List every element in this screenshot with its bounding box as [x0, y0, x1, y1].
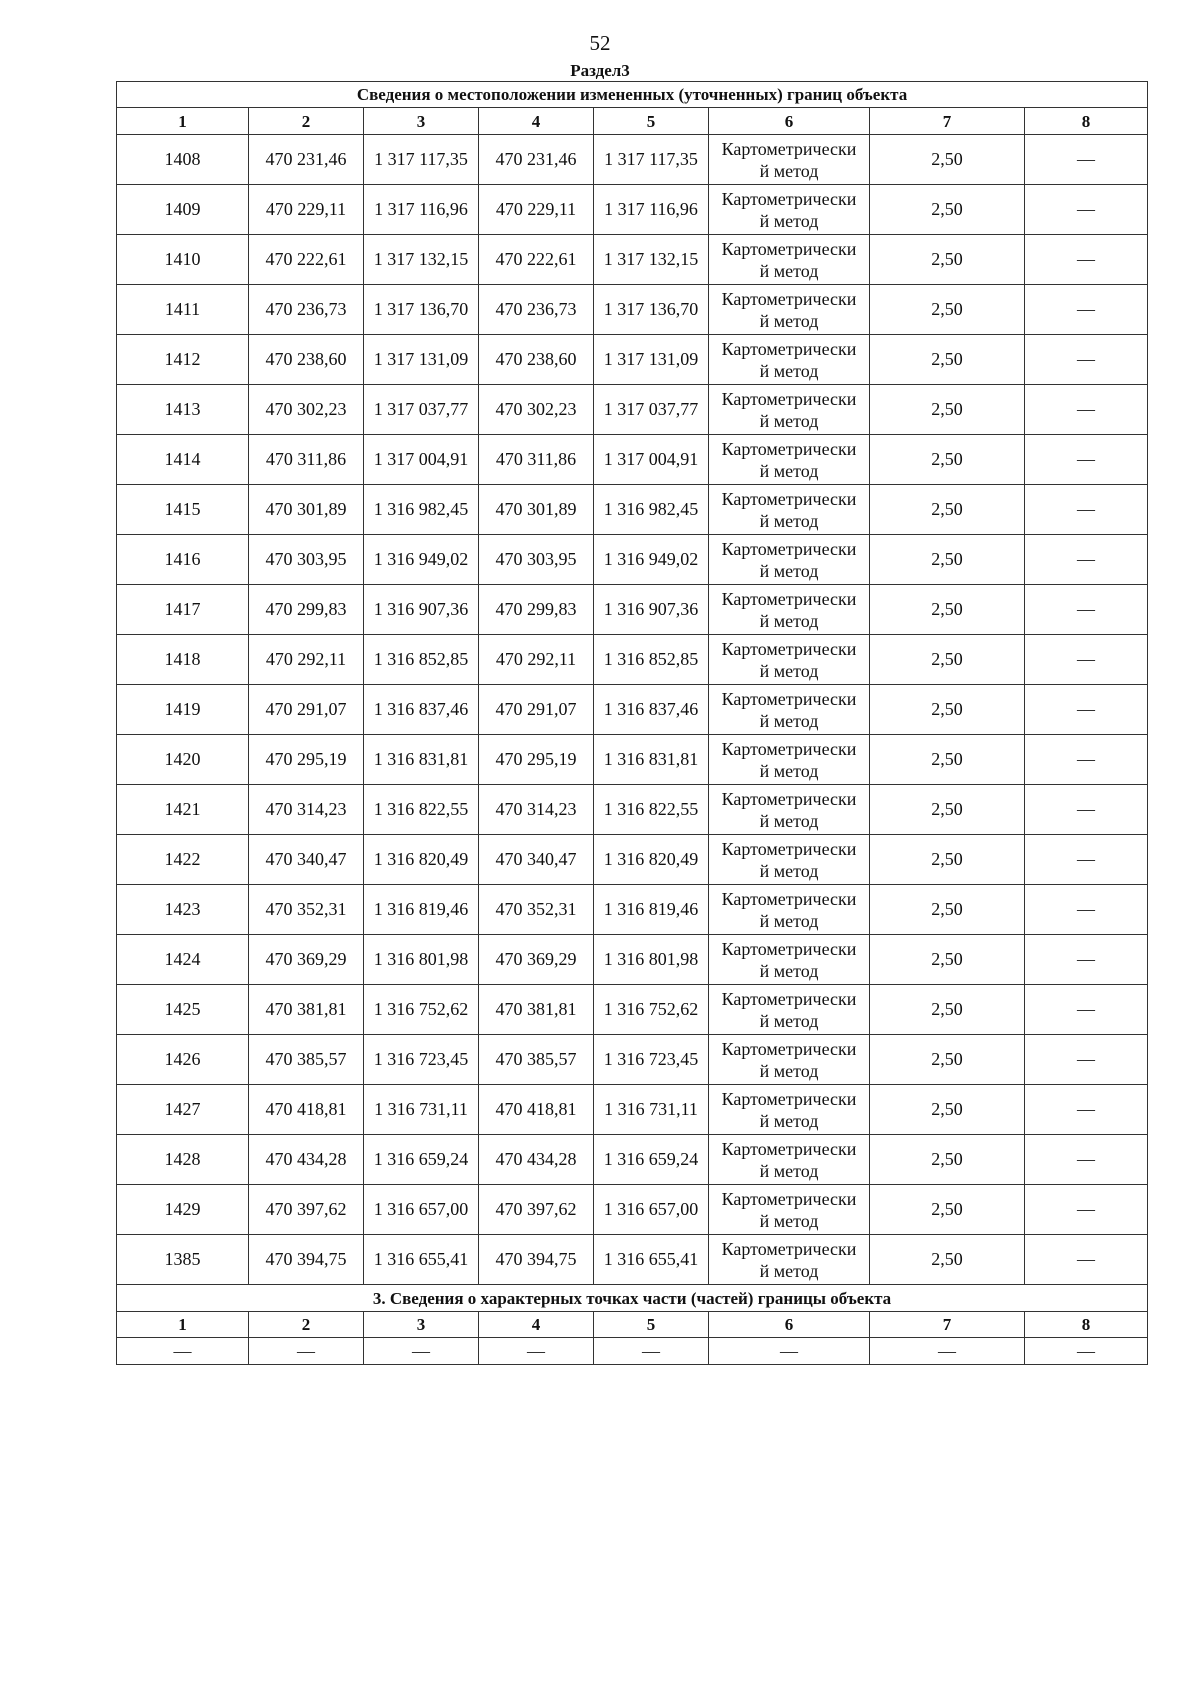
table-title-row [117, 82, 1148, 108]
y-old-cell: 1 317 117,35 [364, 135, 479, 185]
accuracy-cell: 2,50 [870, 1185, 1025, 1235]
x-new-cell: 470 236,73 [479, 285, 594, 335]
y-new-cell: 1 316 723,45 [594, 1035, 709, 1085]
method-text-line-1: Картометрически [721, 138, 857, 159]
y-old-cell: 1 317 136,70 [364, 285, 479, 335]
table-row [117, 135, 1148, 185]
point-number-cell: 1385 [117, 1235, 249, 1285]
accuracy-cell: 2,50 [870, 685, 1025, 735]
description-cell: — [1025, 1035, 1148, 1085]
method-cell [709, 735, 870, 785]
parts-table-title: 3. Сведения о характерных точках части (частей) границы объекта [117, 1285, 1148, 1312]
accuracy-cell: 2,50 [870, 1235, 1025, 1285]
column-header: 8 [1025, 108, 1148, 135]
y-old-cell: 1 316 659,24 [364, 1135, 479, 1185]
x-old-cell: 470 397,62 [249, 1185, 364, 1235]
accuracy-cell: 2,50 [870, 985, 1025, 1035]
accuracy-cell: 2,50 [870, 635, 1025, 685]
method-cell [709, 435, 870, 485]
method-text-line-1: Картометрически [721, 938, 857, 959]
x-new-cell: 470 292,11 [479, 635, 594, 685]
x-old-cell: 470 301,89 [249, 485, 364, 535]
y-old-cell: 1 316 822,55 [364, 785, 479, 835]
column-header: 5 [594, 1312, 709, 1338]
y-new-cell: 1 316 949,02 [594, 535, 709, 585]
method-text-line-1: Картометрически [721, 738, 857, 759]
x-new-cell: 470 303,95 [479, 535, 594, 585]
description-cell: — [1025, 1185, 1148, 1235]
table-row [117, 835, 1148, 885]
point-number-cell: 1427 [117, 1085, 249, 1135]
point-number-cell: 1410 [117, 235, 249, 285]
page-number: 52 [589, 31, 611, 55]
accuracy-cell: 2,50 [870, 235, 1025, 285]
parts-table-title-row [117, 1285, 1148, 1312]
method-text-line-1: Картометрически [721, 1138, 857, 1159]
method-text-line-2: й метод [759, 1110, 819, 1131]
x-new-cell: 470 418,81 [479, 1085, 594, 1135]
accuracy-cell: 2,50 [870, 435, 1025, 485]
y-new-cell: 1 316 820,49 [594, 835, 709, 885]
description-cell: — [1025, 485, 1148, 535]
method-text-line-1: Картометрически [721, 238, 857, 259]
table-row [117, 685, 1148, 735]
column-header: 3 [364, 108, 479, 135]
method-text-line-1: Картометрически [721, 538, 857, 559]
x-old-cell: 470 340,47 [249, 835, 364, 885]
method-cell [709, 185, 870, 235]
description-cell: — [1025, 185, 1148, 235]
y-old-cell: 1 316 731,11 [364, 1085, 479, 1135]
accuracy-cell: 2,50 [870, 785, 1025, 835]
accuracy-cell: 2,50 [870, 1035, 1025, 1085]
x-old-cell: 470 291,07 [249, 685, 364, 735]
x-old-cell: 470 231,46 [249, 135, 364, 185]
column-header: 2 [249, 108, 364, 135]
y-new-cell: 1 316 982,45 [594, 485, 709, 535]
y-old-cell: 1 316 837,46 [364, 685, 479, 735]
y-new-cell: 1 316 907,36 [594, 585, 709, 635]
x-new-cell: 470 302,23 [479, 385, 594, 435]
method-cell [709, 535, 870, 585]
table-row [117, 585, 1148, 635]
column-header: 8 [1025, 1312, 1148, 1338]
accuracy-cell: 2,50 [870, 185, 1025, 235]
method-text-line-1: Картометрически [721, 288, 857, 309]
y-new-cell: 1 317 132,15 [594, 235, 709, 285]
method-cell [709, 1085, 870, 1135]
accuracy-cell: 2,50 [870, 335, 1025, 385]
x-old-cell: 470 314,23 [249, 785, 364, 835]
empty-cell: — [1025, 1338, 1148, 1365]
method-text-line-1: Картометрически [721, 688, 857, 709]
method-text-line-2: й метод [759, 1260, 819, 1281]
table-row [117, 785, 1148, 835]
x-new-cell: 470 222,61 [479, 235, 594, 285]
column-header: 2 [249, 1312, 364, 1338]
y-new-cell: 1 316 837,46 [594, 685, 709, 735]
point-number-cell: 1420 [117, 735, 249, 785]
table-row [117, 1235, 1148, 1285]
accuracy-cell: 2,50 [870, 885, 1025, 935]
table-row [117, 735, 1148, 785]
x-old-cell: 470 222,61 [249, 235, 364, 285]
description-cell: — [1025, 1235, 1148, 1285]
column-header: 1 [117, 108, 249, 135]
x-new-cell: 470 314,23 [479, 785, 594, 835]
accuracy-cell: 2,50 [870, 935, 1025, 985]
coordinates-table [116, 81, 1148, 1365]
y-old-cell: 1 317 116,96 [364, 185, 479, 235]
x-old-cell: 470 299,83 [249, 585, 364, 635]
y-old-cell: 1 317 131,09 [364, 335, 479, 385]
x-new-cell: 470 397,62 [479, 1185, 594, 1235]
y-old-cell: 1 316 657,00 [364, 1185, 479, 1235]
description-cell: — [1025, 385, 1148, 435]
x-old-cell: 470 385,57 [249, 1035, 364, 1085]
point-number-cell: 1419 [117, 685, 249, 735]
y-old-cell: 1 316 852,85 [364, 635, 479, 685]
column-header: 1 [117, 1312, 249, 1338]
empty-cell: — [249, 1338, 364, 1365]
point-number-cell: 1422 [117, 835, 249, 885]
method-text-line-2: й метод [759, 160, 819, 181]
method-text-line-1: Картометрически [721, 188, 857, 209]
point-number-cell: 1418 [117, 635, 249, 685]
x-new-cell: 470 311,86 [479, 435, 594, 485]
x-old-cell: 470 352,31 [249, 885, 364, 935]
point-number-cell: 1421 [117, 785, 249, 835]
method-text-line-2: й метод [759, 310, 819, 331]
description-cell: — [1025, 785, 1148, 835]
parts-table-header-row [117, 1312, 1148, 1338]
method-text-line-2: й метод [759, 210, 819, 231]
x-old-cell: 470 394,75 [249, 1235, 364, 1285]
x-new-cell: 470 295,19 [479, 735, 594, 785]
table-row [117, 285, 1148, 335]
method-text-line-1: Картометрически [721, 388, 857, 409]
x-new-cell: 470 434,28 [479, 1135, 594, 1185]
point-number-cell: 1426 [117, 1035, 249, 1085]
y-new-cell: 1 316 752,62 [594, 985, 709, 1035]
table-row [117, 485, 1148, 535]
table-row [117, 1185, 1148, 1235]
description-cell: — [1025, 1135, 1148, 1185]
x-old-cell: 470 295,19 [249, 735, 364, 785]
method-cell [709, 335, 870, 385]
method-text-line-1: Картометрически [721, 1038, 857, 1059]
table-row [117, 535, 1148, 585]
method-cell [709, 785, 870, 835]
empty-cell: — [709, 1338, 870, 1365]
point-number-cell: 1409 [117, 185, 249, 235]
accuracy-cell: 2,50 [870, 585, 1025, 635]
description-cell: — [1025, 135, 1148, 185]
method-text-line-2: й метод [759, 260, 819, 281]
point-number-cell: 1428 [117, 1135, 249, 1185]
method-cell [709, 835, 870, 885]
method-cell [709, 1035, 870, 1085]
accuracy-cell: 2,50 [870, 135, 1025, 185]
method-text-line-1: Картометрически [721, 888, 857, 909]
description-cell: — [1025, 535, 1148, 585]
accuracy-cell: 2,50 [870, 285, 1025, 335]
x-new-cell: 470 381,81 [479, 985, 594, 1035]
column-header: 6 [709, 108, 870, 135]
method-text-line-1: Картометрически [721, 488, 857, 509]
accuracy-cell: 2,50 [870, 1135, 1025, 1185]
y-new-cell: 1 317 131,09 [594, 335, 709, 385]
y-new-cell: 1 316 822,55 [594, 785, 709, 835]
accuracy-cell: 2,50 [870, 485, 1025, 535]
x-old-cell: 470 369,29 [249, 935, 364, 985]
method-text-line-2: й метод [759, 1210, 819, 1231]
description-cell: — [1025, 585, 1148, 635]
column-header: 4 [479, 1312, 594, 1338]
table-row [117, 435, 1148, 485]
method-text-line-2: й метод [759, 860, 819, 881]
point-number-cell: 1415 [117, 485, 249, 535]
point-number-cell: 1416 [117, 535, 249, 585]
column-header: 3 [364, 1312, 479, 1338]
method-cell [709, 235, 870, 285]
x-new-cell: 470 291,07 [479, 685, 594, 735]
method-cell [709, 935, 870, 985]
point-number-cell: 1413 [117, 385, 249, 435]
x-new-cell: 470 229,11 [479, 185, 594, 235]
table-row [117, 185, 1148, 235]
empty-cell: — [364, 1338, 479, 1365]
y-new-cell: 1 316 819,46 [594, 885, 709, 935]
table-row [117, 1338, 1148, 1365]
y-new-cell: 1 317 136,70 [594, 285, 709, 335]
y-old-cell: 1 316 831,81 [364, 735, 479, 785]
y-new-cell: 1 317 116,96 [594, 185, 709, 235]
point-number-cell: 1425 [117, 985, 249, 1035]
method-text-line-2: й метод [759, 660, 819, 681]
method-cell [709, 1235, 870, 1285]
y-old-cell: 1 316 982,45 [364, 485, 479, 535]
accuracy-cell: 2,50 [870, 1085, 1025, 1135]
x-old-cell: 470 238,60 [249, 335, 364, 385]
column-header: 7 [870, 108, 1025, 135]
column-header: 5 [594, 108, 709, 135]
method-cell [709, 1135, 870, 1185]
description-cell: — [1025, 1085, 1148, 1135]
method-text-line-2: й метод [759, 1010, 819, 1031]
x-new-cell: 470 299,83 [479, 585, 594, 635]
method-cell [709, 585, 870, 635]
x-old-cell: 470 236,73 [249, 285, 364, 335]
description-cell: — [1025, 685, 1148, 735]
column-header: 6 [709, 1312, 870, 1338]
y-old-cell: 1 316 907,36 [364, 585, 479, 635]
method-text-line-1: Картометрически [721, 988, 857, 1009]
y-new-cell: 1 316 831,81 [594, 735, 709, 785]
point-number-cell: 1412 [117, 335, 249, 385]
method-text-line-2: й метод [759, 960, 819, 981]
description-cell: — [1025, 285, 1148, 335]
x-old-cell: 470 434,28 [249, 1135, 364, 1185]
method-text-line-2: й метод [759, 810, 819, 831]
y-new-cell: 1 317 037,77 [594, 385, 709, 435]
accuracy-cell: 2,50 [870, 535, 1025, 585]
method-text-line-2: й метод [759, 1160, 819, 1181]
point-number-cell: 1424 [117, 935, 249, 985]
empty-cell: — [479, 1338, 594, 1365]
x-new-cell: 470 340,47 [479, 835, 594, 885]
column-header: 4 [479, 108, 594, 135]
method-text-line-2: й метод [759, 460, 819, 481]
y-new-cell: 1 317 117,35 [594, 135, 709, 185]
accuracy-cell: 2,50 [870, 735, 1025, 785]
y-new-cell: 1 316 659,24 [594, 1135, 709, 1185]
method-cell [709, 485, 870, 535]
table-row [117, 235, 1148, 285]
column-header: 7 [870, 1312, 1025, 1338]
x-old-cell: 470 381,81 [249, 985, 364, 1035]
description-cell: — [1025, 635, 1148, 685]
description-cell: — [1025, 435, 1148, 485]
empty-cell: — [870, 1338, 1025, 1365]
method-text-line-2: й метод [759, 1060, 819, 1081]
point-number-cell: 1417 [117, 585, 249, 635]
description-cell: — [1025, 235, 1148, 285]
table-title: Сведения о местоположении измененных (уточненных) границ объекта [117, 82, 1148, 108]
y-new-cell: 1 317 004,91 [594, 435, 709, 485]
table-header-row [117, 108, 1148, 135]
method-text-line-1: Картометрически [721, 338, 857, 359]
method-cell [709, 985, 870, 1035]
empty-cell: — [117, 1338, 249, 1365]
table-row [117, 1085, 1148, 1135]
y-old-cell: 1 317 004,91 [364, 435, 479, 485]
description-cell: — [1025, 335, 1148, 385]
y-old-cell: 1 316 655,41 [364, 1235, 479, 1285]
method-cell [709, 285, 870, 335]
point-number-cell: 1408 [117, 135, 249, 185]
description-cell: — [1025, 885, 1148, 935]
point-number-cell: 1429 [117, 1185, 249, 1235]
method-text-line-2: й метод [759, 760, 819, 781]
y-old-cell: 1 316 752,62 [364, 985, 479, 1035]
x-new-cell: 470 369,29 [479, 935, 594, 985]
y-new-cell: 1 316 655,41 [594, 1235, 709, 1285]
table-row [117, 935, 1148, 985]
y-old-cell: 1 316 820,49 [364, 835, 479, 885]
method-cell [709, 135, 870, 185]
x-old-cell: 470 292,11 [249, 635, 364, 685]
y-new-cell: 1 316 657,00 [594, 1185, 709, 1235]
method-text-line-1: Картометрически [721, 1188, 857, 1209]
method-text-line-1: Картометрически [721, 638, 857, 659]
accuracy-cell: 2,50 [870, 385, 1025, 435]
point-number-cell: 1414 [117, 435, 249, 485]
x-new-cell: 470 385,57 [479, 1035, 594, 1085]
method-cell [709, 1185, 870, 1235]
description-cell: — [1025, 935, 1148, 985]
method-text-line-1: Картометрически [721, 1238, 857, 1259]
method-cell [709, 385, 870, 435]
description-cell: — [1025, 735, 1148, 785]
description-cell: — [1025, 835, 1148, 885]
table-row [117, 1035, 1148, 1085]
point-number-cell: 1423 [117, 885, 249, 935]
method-text-line-1: Картометрически [721, 438, 857, 459]
method-text-line-1: Картометрически [721, 788, 857, 809]
method-text-line-2: й метод [759, 410, 819, 431]
x-old-cell: 470 311,86 [249, 435, 364, 485]
y-old-cell: 1 316 723,45 [364, 1035, 479, 1085]
method-text-line-2: й метод [759, 910, 819, 931]
y-old-cell: 1 317 037,77 [364, 385, 479, 435]
y-old-cell: 1 316 801,98 [364, 935, 479, 985]
section-label: Раздел3 [570, 61, 630, 80]
method-cell [709, 635, 870, 685]
y-old-cell: 1 316 949,02 [364, 535, 479, 585]
x-new-cell: 470 301,89 [479, 485, 594, 535]
accuracy-cell: 2,50 [870, 835, 1025, 885]
method-text-line-1: Картометрически [721, 1088, 857, 1109]
method-cell [709, 685, 870, 735]
x-old-cell: 470 418,81 [249, 1085, 364, 1135]
x-new-cell: 470 231,46 [479, 135, 594, 185]
x-new-cell: 470 238,60 [479, 335, 594, 385]
x-old-cell: 470 303,95 [249, 535, 364, 585]
y-old-cell: 1 316 819,46 [364, 885, 479, 935]
description-cell: — [1025, 985, 1148, 1035]
table-row [117, 985, 1148, 1035]
table-row [117, 335, 1148, 385]
y-new-cell: 1 316 852,85 [594, 635, 709, 685]
table-row [117, 885, 1148, 935]
y-new-cell: 1 316 801,98 [594, 935, 709, 985]
method-text-line-2: й метод [759, 510, 819, 531]
x-old-cell: 470 302,23 [249, 385, 364, 435]
y-new-cell: 1 316 731,11 [594, 1085, 709, 1135]
point-number-cell: 1411 [117, 285, 249, 335]
method-cell [709, 885, 870, 935]
y-old-cell: 1 317 132,15 [364, 235, 479, 285]
empty-cell: — [594, 1338, 709, 1365]
method-text-line-2: й метод [759, 360, 819, 381]
method-text-line-1: Картометрически [721, 588, 857, 609]
table-body [117, 82, 1148, 1365]
table-row [117, 385, 1148, 435]
x-new-cell: 470 352,31 [479, 885, 594, 935]
method-text-line-1: Картометрически [721, 838, 857, 859]
method-text-line-2: й метод [759, 610, 819, 631]
x-old-cell: 470 229,11 [249, 185, 364, 235]
table-row [117, 635, 1148, 685]
method-text-line-2: й метод [759, 560, 819, 581]
method-text-line-2: й метод [759, 710, 819, 731]
x-new-cell: 470 394,75 [479, 1235, 594, 1285]
table-row [117, 1135, 1148, 1185]
